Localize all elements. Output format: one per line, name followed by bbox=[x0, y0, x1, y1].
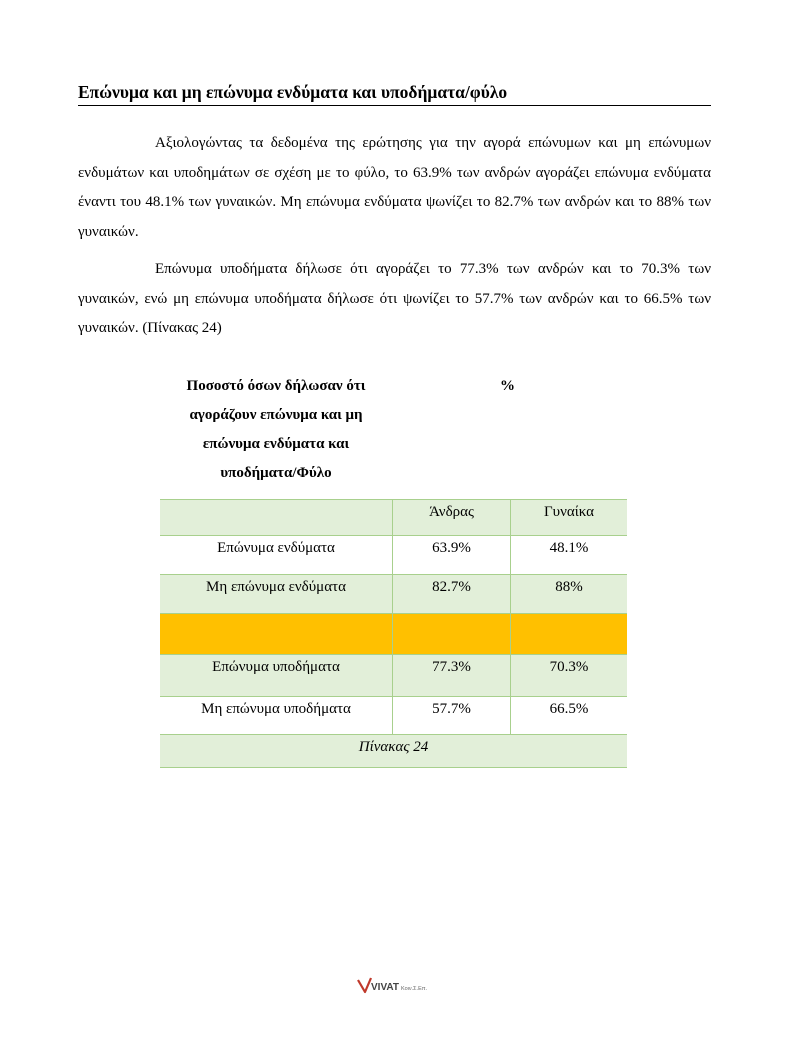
female-value: 70.3% bbox=[511, 655, 628, 697]
row-label: Μη επώνυμα υποδήματα bbox=[160, 697, 393, 735]
table-caption: Πίνακας 24 bbox=[160, 735, 627, 768]
table-caption-row bbox=[160, 735, 627, 768]
table-title-line: υποδήματα/Φύλο bbox=[220, 465, 332, 481]
gender-brand-table bbox=[160, 499, 627, 768]
separator-cell bbox=[393, 614, 511, 655]
table-title-line: επώνυμα ενδύματα και bbox=[202, 436, 350, 452]
female-value: 48.1% bbox=[511, 536, 628, 575]
table-row bbox=[160, 655, 627, 697]
male-value: 57.7% bbox=[393, 697, 511, 735]
row-label: Επώνυμα ενδύματα bbox=[160, 536, 393, 575]
table-title bbox=[160, 372, 392, 488]
percent-header: % bbox=[500, 378, 515, 394]
male-value: 82.7% bbox=[393, 575, 511, 614]
table-row bbox=[160, 575, 627, 614]
table-header-row bbox=[160, 500, 627, 536]
row-label: Επώνυμα υποδήματα bbox=[160, 655, 393, 697]
vivat-logo bbox=[356, 974, 436, 996]
male-value: 77.3% bbox=[393, 655, 511, 697]
paragraph-1: Αξιολογώντας τα δεδομένα της ερώτησης για την αγορά επώνυμων και μη επώνυμων ενδυμάτων και υποδημάτων σε σχέση με το φύλο, το 63.9% των ανδρών αγοράζει επώνυμα ενδύματα έναντι του 48.1% των γυναικών. Μη επώνυμα ενδύματα ψωνίζει το 82.7% των ανδρών και το 88% των γυναικών. bbox=[78, 135, 711, 240]
separator-cell bbox=[511, 614, 628, 655]
highlight-separator-row bbox=[160, 614, 627, 655]
logo-text: VIVAT bbox=[371, 982, 399, 993]
vivat-logo-mark bbox=[356, 974, 436, 996]
male-value: 63.9% bbox=[393, 536, 511, 575]
header-cell-male: Άνδρας bbox=[393, 500, 511, 536]
row-label: Μη επώνυμα ενδύματα bbox=[160, 575, 393, 614]
paragraph-2: Επώνυμα υποδήματα δήλωσε ότι αγοράζει το 77.3% των ανδρών και το 70.3% των γυναικών, ενώ μη επώνυμα υποδήματα δήλωσε ότι ψωνίζει το 57.7% των ανδρών και το 66.5% των γυναικών. (Πίνακας 24) bbox=[78, 261, 711, 336]
header-cell-empty bbox=[160, 500, 393, 536]
logo-subtext: Κοιν.Σ.Επ. bbox=[401, 986, 428, 992]
separator-cell bbox=[160, 614, 393, 655]
header-cell-female: Γυναίκα bbox=[511, 500, 628, 536]
table-row bbox=[160, 536, 627, 575]
section-heading: Επώνυμα και μη επώνυμα ενδύματα και υποδήματα/φύλο bbox=[78, 80, 711, 106]
table-title-line: αγοράζουν επώνυμα και μη bbox=[189, 407, 363, 423]
female-value: 66.5% bbox=[511, 697, 628, 735]
female-value: 88% bbox=[511, 575, 628, 614]
table-title-line: Ποσοστό όσων δήλωσαν ότι bbox=[186, 378, 366, 394]
table-row bbox=[160, 697, 627, 735]
